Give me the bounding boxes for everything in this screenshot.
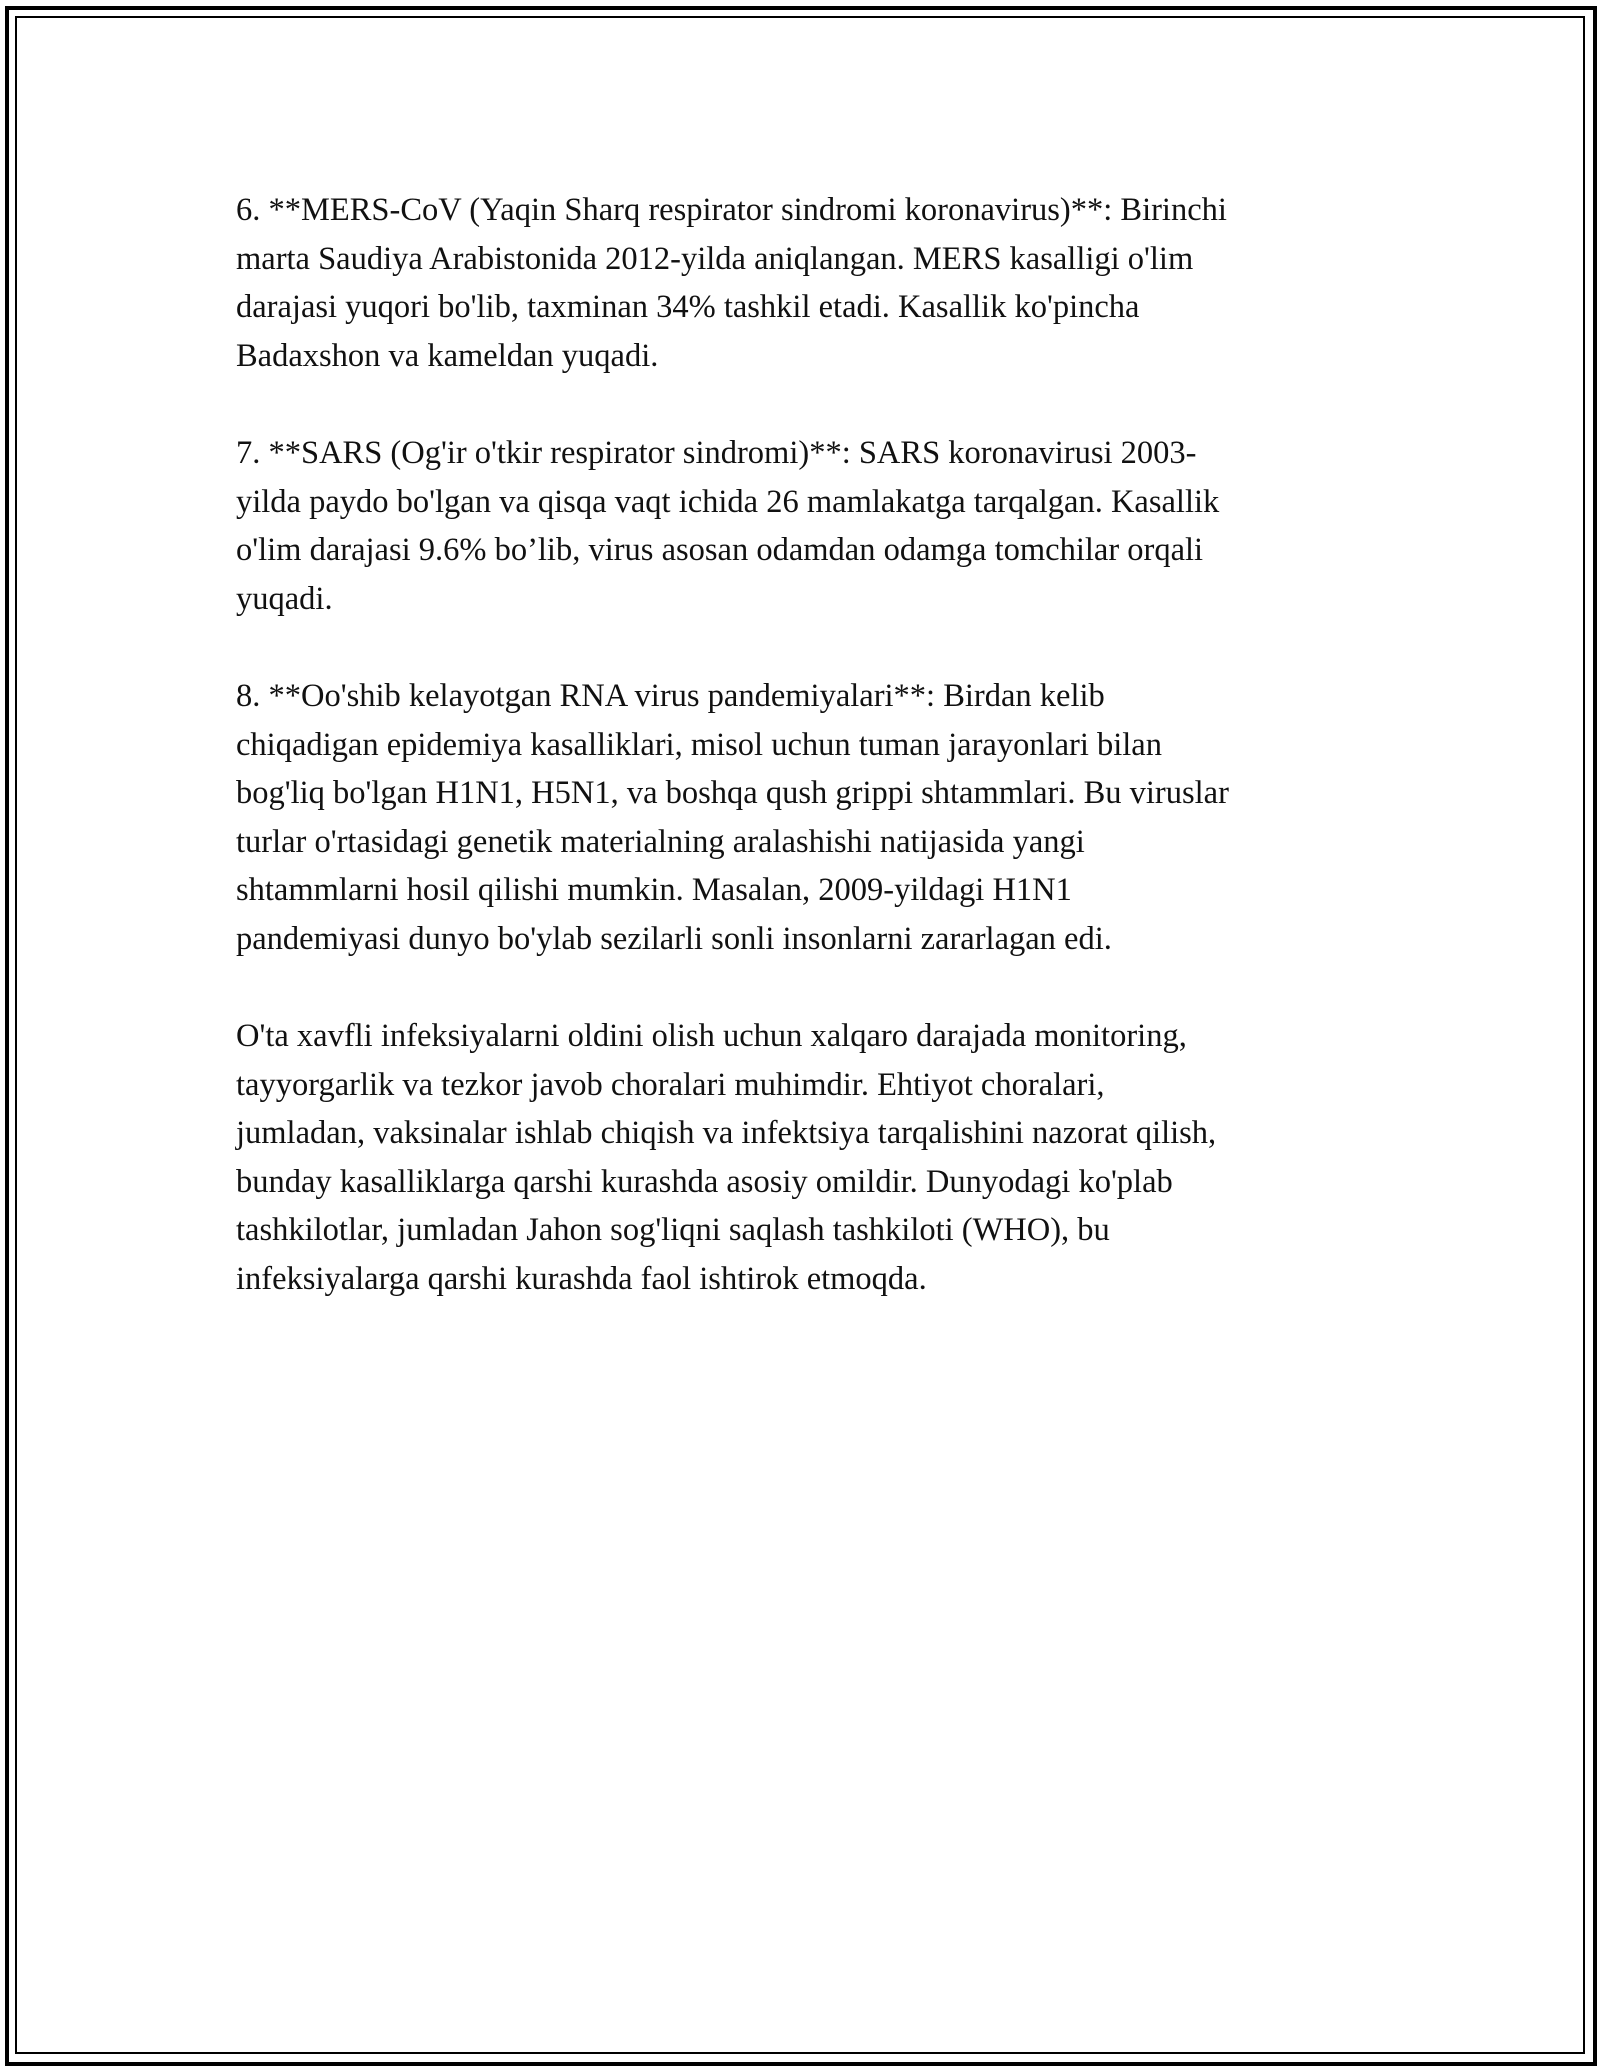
paragraph-sars [236,429,1366,623]
text-line: tayyorgarlik va tezkor javob choralari muhimdir. Ehtiyot choralari, [236,1066,1105,1103]
text-line: o'lim darajasi 9.6% bo’lib, virus asosan odamdan odamga tomchilar orqali [236,532,1204,569]
text-line: bunday kasalliklarga qarshi kurashda asosiy omildir. Dunyodagi ko'plab [236,1163,1173,1200]
text-line: infeksiyalarga qarshi kurashda faol ishtirok etmoqda. [236,1261,927,1298]
text-line: pandemiyasi dunyo bo'ylab sezilarli sonli insonlarni zararlagan edi. [236,920,1112,957]
paragraph-mers-cov [236,186,1366,380]
text-line: yuqadi. [236,580,333,617]
paragraph-conclusion [236,1012,1366,1304]
text-line: bog'liq bo'lgan H1N1, H5N1, va boshqa qush grippi shtammlari. Bu viruslar [236,775,1229,812]
text-line: tashkilotlar, jumladan Jahon sog'liqni saqlash tashkiloti (WHO), bu [236,1212,1110,1249]
text-line: chiqadigan epidemiya kasalliklari, misol uchun tuman jarayonlari bilan [236,726,1162,763]
document-body [236,186,1366,1352]
text-line: yilda paydo bo'lgan va qisqa vaqt ichida 26 mamlakatga tarqalgan. Kasallik [236,483,1220,520]
text-line: 7. **SARS (Og'ir o'tkir respirator sindromi)**: SARS koronavirusi 2003- [236,434,1197,471]
text-line: turlar o'rtasidagi genetik materialning aralashishi natijasida yangi [236,823,1085,860]
text-line: jumladan, vaksinalar ishlab chiqish va infektsiya tarqalishini nazorat qilish, [236,1115,1217,1152]
text-line: 8. **Oo'shib kelayotgan RNA virus pandemiyalari**: Birdan kelib [236,677,1105,714]
text-line: 6. **MERS-CoV (Yaqin Sharq respirator sindromi koronavirus)**: Birinchi [236,192,1227,228]
text-line: shtammlarni hosil qilishi mumkin. Masalan, 2009-yildagi H1N1 [236,872,1072,909]
text-line: Badaxshon va kameldan yuqadi. [236,337,659,374]
text-line: darajasi yuqori bo'lib, taxminan 34% tashkil etadi. Kasallik ko'pincha [236,289,1140,326]
text-line: O'ta xavfli infeksiyalarni oldini olish uchun xalqaro darajada monitoring, [236,1018,1187,1055]
paragraph-rna-pandemics [236,672,1366,964]
text-line: marta Saudiya Arabistonida 2012-yilda aniqlangan. MERS kasalligi o'lim [236,240,1194,277]
